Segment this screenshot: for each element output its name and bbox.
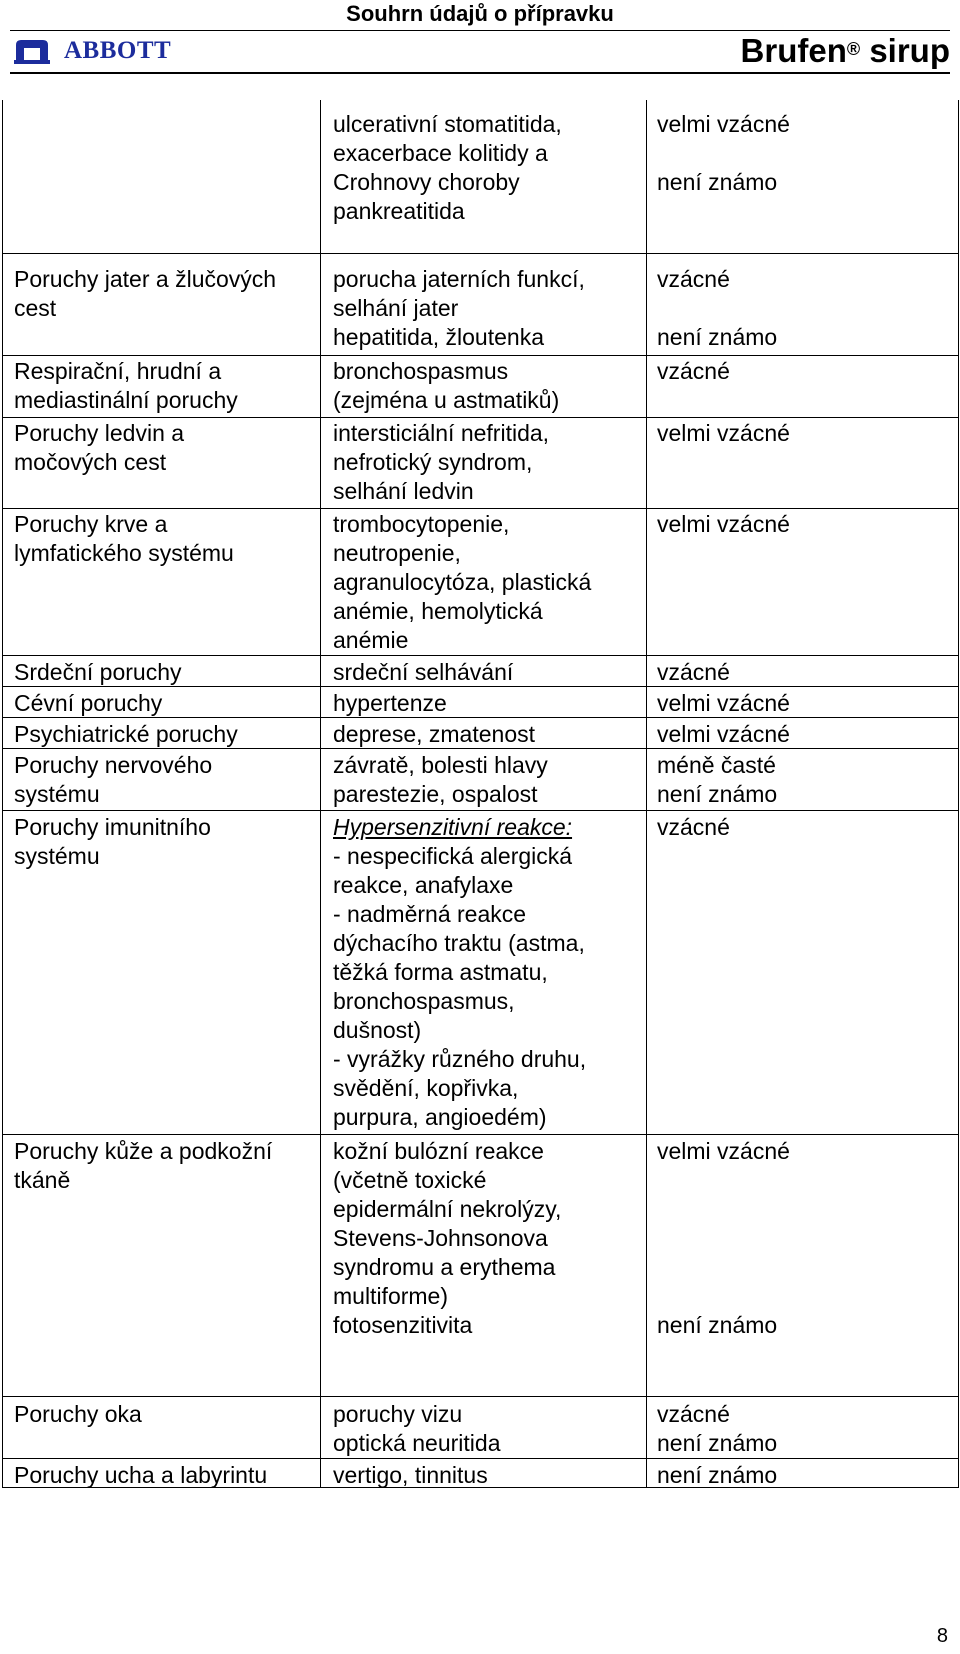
effects-line: poruchy vizu [333,1401,463,1427]
effects-cell [333,658,513,687]
frequency-line: není známo [657,1462,778,1488]
effects-line: Stevens-Johnsonova [333,1225,548,1251]
frequency-cell [657,265,777,352]
organ-line: Cévní poruchy [14,690,163,716]
organ-line: Poruchy imunitního [14,814,211,840]
row-divider [2,1396,958,1397]
frequency-line: vzácné [657,358,730,384]
column-divider [646,100,647,1488]
frequency-line [657,1224,790,1253]
column-divider [320,100,321,1488]
frequency-cell [657,658,730,687]
effects-line: kožní bulózní reakce [333,1138,544,1164]
organ-cell [14,813,211,871]
effects-cell [333,813,586,1132]
effects-line: srdeční selhávání [333,659,514,685]
effects-cell [333,1400,501,1458]
frequency-cell [657,689,790,718]
effects-line: pankreatitida [333,198,465,224]
effects-line: bronchospasmus, [333,988,515,1014]
frequency-line: velmi vzácné [657,111,790,137]
effects-line: dušnost) [333,1017,422,1043]
organ-line: systému [14,843,100,869]
effects-line: fotosenzitivita [333,1312,473,1338]
effects-line: exacerbace kolitidy a [333,140,548,166]
company-name: ABBOTT [64,37,172,64]
frequency-line: není známo [657,781,778,807]
effects-line: - nadměrná reakce [333,901,527,927]
effects-line: vertigo, tinnitus [333,1462,488,1488]
frequency-line: velmi vzácné [657,511,790,537]
organ-cell [14,1137,272,1195]
frequency-line: není známo [657,1312,778,1338]
effects-cell [333,751,548,809]
effects-line: deprese, zmatenost [333,721,536,747]
effects-line: purpura, angioedém) [333,1104,547,1130]
organ-cell [14,419,184,477]
organ-line: Srdeční poruchy [14,659,182,685]
frequency-line: velmi vzácné [657,420,790,446]
frequency-cell [657,357,730,386]
effects-line: anémie, hemolytická [333,598,543,624]
frequency-line: velmi vzácné [657,690,790,716]
organ-line: Poruchy oka [14,1401,142,1427]
effects-line: závratě, bolesti hlavy [333,752,548,778]
row-divider [2,1458,958,1459]
effects-cell [333,510,591,655]
effects-cell [333,110,562,226]
effects-line: dýchacího traktu (astma, [333,930,585,956]
frequency-cell [657,1137,790,1340]
document-title: Souhrn údajů o přípravku [346,1,614,26]
organ-cell [14,1461,267,1490]
effects-line: svědění, kopřivka, [333,1075,519,1101]
row-divider [2,417,958,418]
row-divider [2,355,958,356]
product-form: sirup [869,32,950,69]
organ-cell [14,720,238,749]
effects-line: bronchospasmus [333,358,509,384]
frequency-cell [657,751,777,809]
row-divider [2,810,958,811]
effects-heading: Hypersenzitivní reakce: [333,814,573,840]
effects-line: - vyrážky různého druhu, [333,1046,587,1072]
effects-line: hepatitida, žloutenka [333,324,544,350]
frequency-line [657,1195,790,1224]
effects-line: syndromu a erythema [333,1254,556,1280]
frequency-line: velmi vzácné [657,721,790,747]
organ-line: Psychiatrické poruchy [14,721,238,747]
organ-line: Poruchy ledvin a [14,420,185,446]
effects-line: reakce, anafylaxe [333,872,514,898]
frequency-cell [657,110,790,197]
row-divider [2,508,958,509]
effects-line: parestezie, ospalost [333,781,538,807]
frequency-cell [657,419,790,448]
frequency-line [657,1253,790,1282]
effects-cell [333,265,585,352]
column-divider [2,100,3,1488]
registered-mark: ® [846,39,861,59]
frequency-line: velmi vzácné [657,1138,790,1164]
row-divider [2,1134,958,1135]
row-divider [2,253,958,254]
effects-line: epidermální nekrolýzy, [333,1196,562,1222]
effects-cell [333,419,549,506]
page-number: 8 [936,1625,948,1647]
frequency-line [657,1166,790,1195]
effects-cell [333,1137,561,1340]
effects-line: (zejména u astmatiků) [333,387,560,413]
effects-line: trombocytopenie, [333,511,510,537]
effects-line: multiforme) [333,1283,449,1309]
organ-line: systému [14,781,100,807]
effects-line: anémie [333,627,409,653]
frequency-line: vzácné [657,266,730,292]
frequency-line [657,139,790,168]
column-divider [958,100,959,1488]
frequency-cell [657,1400,777,1458]
effects-line: intersticiální nefritida, [333,420,550,446]
frequency-line: není známo [657,1430,778,1456]
effects-line: porucha jaterních funkcí, [333,266,585,292]
effects-line: agranulocytóza, plastická [333,569,592,595]
organ-line: Poruchy krve a [14,511,168,537]
effects-line: Crohnovy choroby [333,169,520,195]
organ-line: mediastinální poruchy [14,387,238,413]
frequency-line: vzácné [657,1401,730,1427]
frequency-cell [657,720,790,749]
organ-cell [14,1400,142,1429]
organ-line: močových cest [14,449,167,475]
organ-cell [14,689,162,718]
effects-cell [333,357,559,415]
organ-line: Poruchy nervového [14,752,213,778]
frequency-line: není známo [657,169,778,195]
organ-cell [14,510,234,568]
effects-cell [333,1461,488,1490]
product-name: Brufen [740,32,847,69]
organ-line: Poruchy kůže a podkožní [14,1138,273,1164]
organ-cell [14,751,212,809]
frequency-line: není známo [657,324,778,350]
effects-line: (včetně toxické [333,1167,487,1193]
organ-line: lymfatického systému [14,540,234,566]
organ-line: Respirační, hrudní a [14,358,222,384]
frequency-line [657,1282,790,1311]
frequency-line: vzácné [657,814,730,840]
organ-line: Poruchy ucha a labyrintu [14,1462,268,1488]
frequency-line: méně časté [657,752,776,778]
frequency-line: vzácné [657,659,730,685]
effects-line: optická neuritida [333,1430,501,1456]
organ-line: Poruchy jater a žlučových [14,266,277,292]
effects-line: nefrotický syndrom, [333,449,533,475]
effects-line: neutropenie, [333,540,461,566]
frequency-cell [657,510,790,539]
effects-line: těžká forma astmatu, [333,959,548,985]
organ-cell [14,658,181,687]
organ-line: cest [14,295,57,321]
effects-line: ulcerativní stomatitida, [333,111,562,137]
effects-line: - nespecifická alergická [333,843,573,869]
organ-cell [14,357,238,415]
effects-line: hypertenze [333,690,447,716]
effects-line: selhání jater [333,295,459,321]
frequency-cell [657,813,730,842]
frequency-cell [657,1461,777,1490]
effects-line: selhání ledvin [333,478,474,504]
row-divider [2,655,958,656]
organ-line: tkáně [14,1167,71,1193]
organ-cell [14,265,276,323]
frequency-line [657,294,777,323]
effects-cell [333,720,535,749]
effects-cell [333,689,447,718]
